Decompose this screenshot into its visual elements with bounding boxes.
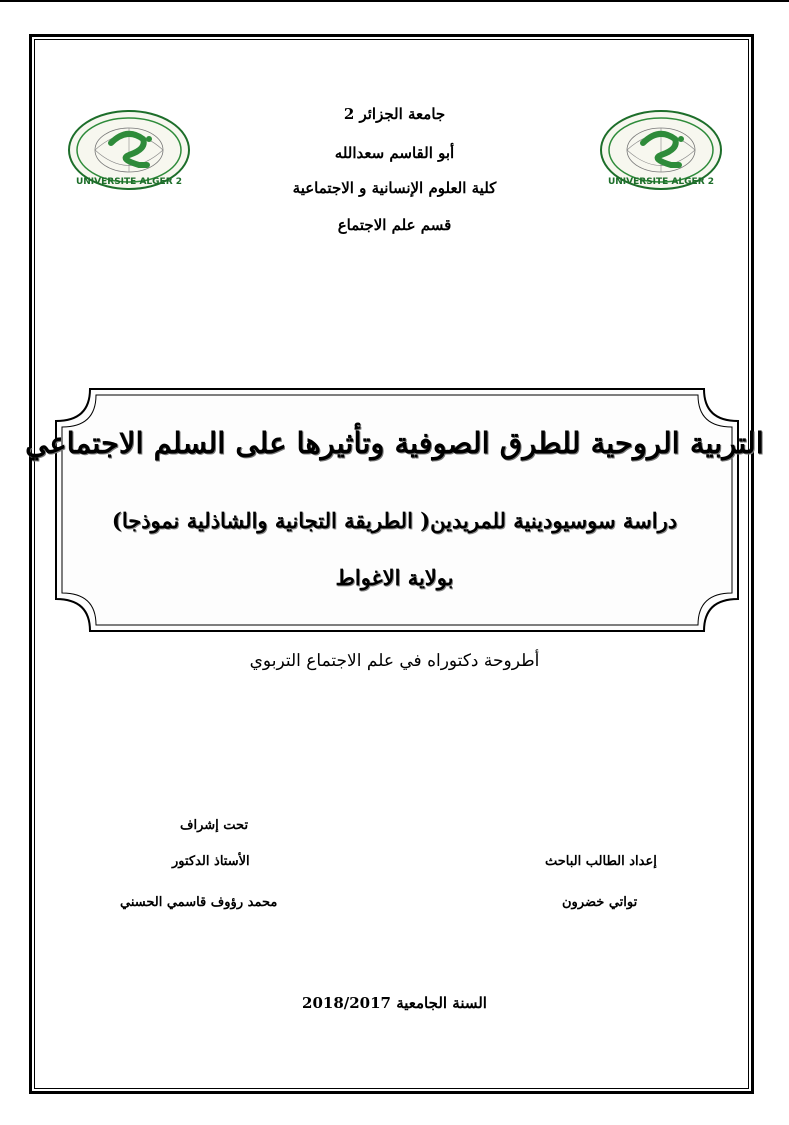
logo-left-text: UNIVERSITE ALGER 2 xyxy=(75,177,183,187)
student-label: إعداد الطالب الباحث xyxy=(545,854,657,869)
thesis-title: التربية الروحية للطرق الصوفية وتأثيرها على السلم الاجتماعي xyxy=(25,426,764,460)
university-name: جامعة الجزائر 2 xyxy=(343,105,446,123)
thesis-type: أطروحة دكتوراه في علم الاجتماع التربوي xyxy=(249,651,540,671)
thesis-subtitle: دراسة سوسيودينية للمريدين( الطريقة التجانية والشاذلية نموذجا) xyxy=(111,508,678,533)
department-name: قسم علم الاجتماع xyxy=(337,216,452,234)
supervisor-label: تحت إشراف xyxy=(180,818,249,833)
faculty-name: كلية العلوم الإنسانية و الاجتماعية xyxy=(292,179,497,197)
academic-year: السنة الجامعية 2018/2017 xyxy=(302,994,487,1012)
student-name: تواتي خضرون xyxy=(562,895,638,910)
university-subname: أبو القاسم سعدالله xyxy=(334,144,455,162)
supervisor-name: محمد رؤوف قاسمي الحسني xyxy=(120,895,278,910)
top-rule xyxy=(0,0,789,2)
logo-right-text: UNIVERSITE ALGER 2 xyxy=(607,177,715,187)
supervisor-title: الأستاذ الدكتور xyxy=(172,854,250,869)
thesis-location: بولاية الاغواط xyxy=(335,565,454,590)
